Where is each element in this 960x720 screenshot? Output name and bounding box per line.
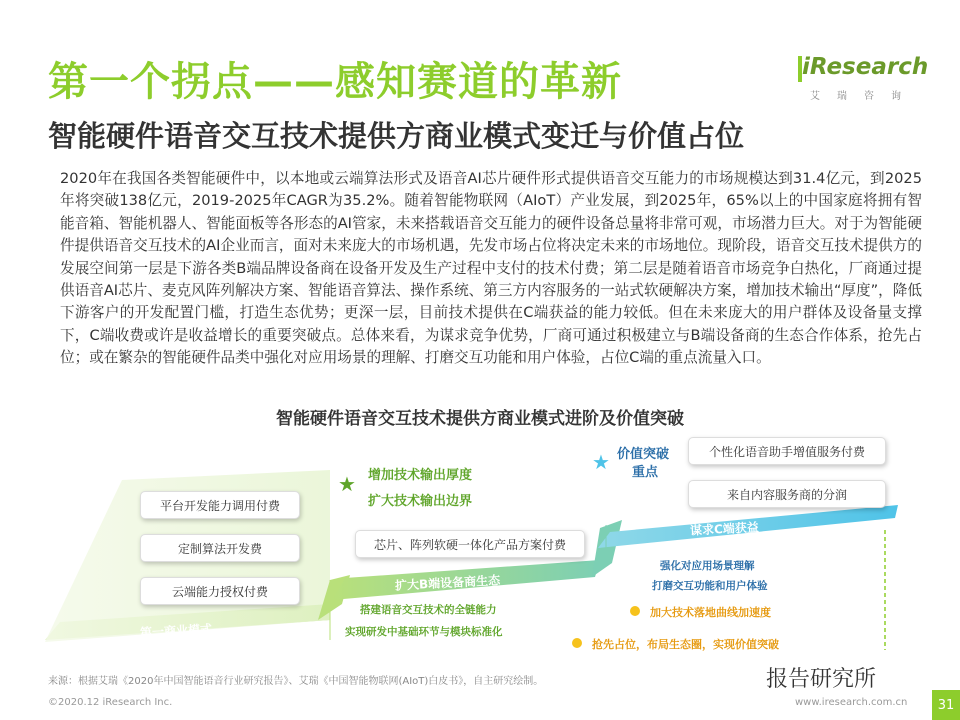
step3-highlight-1: 价值突破 <box>617 447 670 462</box>
step3-box-content-share: 来自内容服务商的分润 <box>688 480 886 508</box>
body-paragraph: 2020年在我国各类智能硬件中，以本地或云端算法形式及语音AI芯片硬件形式提供语音交互能力的市场规模达到31.4亿元，到2025年将突破138亿元，2019-2025年CAGR为35.2%。随着智能物联网（AIoT）产业发展，到2025年，65%以上的中国家庭将拥有智能音箱、智能机器人、智能面板等各形态的AI管家，未来搭载语音交互能力的硬件设备总量将非常可观，市场潜力巨大。对于为智能硬件提供语音交互技术的AI企业而言，面对未来庞大的市场机遇，先发市场占位将决定未来的市场地位。现阶段，语音交互技术提供方的发展空间第一层是下游各类B端品牌设备商在设备开发及生产过程中支付的技术付费；第二层是随着语音市场竞争白热化，厂商通过提供语音AI芯片、麦克风阵列解决方案、智能语音算法、操作系统、第三方内容服务的一站式软硬解决方案，增加技术输出“厚度”，降低下游客户的开发配置门槛，打造生态优势；更深一层，目前技术提供在C端获益的能力较低。但在未来庞大的用户群体及设备量支撑下，C端收费或许是收益增长的重要突破点。总体来看，为谋求竞争优势，厂商可通过积极建立与B端设备商的生态合作体系，抢先占位；或在繁杂的智能硬件品类中强化对应用场景的理解、打磨交互功能和用户体验，占位C端的重点流量入口。 <box>60 170 922 367</box>
bullet-dot <box>572 638 582 648</box>
source-note: 来源：根据艾瑞《2020年中国智能语音行业研究报告》、艾瑞《中国智能物联网(AIoT)白皮书》，自主研究绘制。 <box>48 676 544 687</box>
page-title: 第一个拐点——感知赛道的革新 <box>48 59 622 105</box>
copyright: ©2020.12 iResearch Inc. <box>48 697 173 708</box>
step3-note-2: 打磨交互功能和用户体验 <box>652 580 768 592</box>
star-icon: ★ <box>338 472 356 496</box>
step2-highlight-2: 扩大技术输出边界 <box>368 494 473 509</box>
step1-box-platform: 平台开发能力调用付费 <box>140 491 300 519</box>
bullet-dot <box>630 606 640 616</box>
value-point-2: 抢先占位，布局生态圈，实现价值突破 <box>592 638 779 651</box>
step3-highlight-2: 重点 <box>632 465 659 480</box>
diagram-title: 智能硬件语音交互技术提供方商业模式进阶及价值突破 <box>276 409 684 429</box>
step3-label: 谋求C端获益 <box>689 520 760 538</box>
step1-box-cloud-license: 云端能力授权付费 <box>140 577 300 605</box>
step2-label: 扩大B端设备商生态 <box>394 573 501 593</box>
value-point-1: 加大技术落地曲线加速度 <box>650 606 771 619</box>
star-icon: ★ <box>592 450 610 474</box>
page-subtitle: 智能硬件语音交互技术提供方商业模式变迁与价值占位 <box>48 119 745 153</box>
watermark-text: 报告研究所 <box>766 667 877 692</box>
page-number: 31 <box>932 690 960 720</box>
step2-highlight-1: 增加技术输出厚度 <box>368 468 473 483</box>
step2-note-1: 搭建语音交互技术的全链能力 <box>360 604 497 616</box>
step3-note-1: 强化对应用场景理解 <box>660 560 755 572</box>
step2-box-chip-solution: 芯片、阵列软硬一体化产品方案付费 <box>355 530 585 558</box>
step2-riser <box>592 520 622 577</box>
step1-label: 第一商业模式 <box>139 622 213 640</box>
logo-chinese: 艾瑞咨询 <box>810 91 918 102</box>
website: www.iresearch.com.cn <box>795 697 908 708</box>
logo-brand: iResearch <box>802 54 929 80</box>
step2-note-2: 实现研发中基础环节与模块标准化 <box>345 626 503 638</box>
step3-box-assistant: 个性化语音助手增值服务付费 <box>688 437 886 465</box>
step1-box-custom-algorithm: 定制算法开发费 <box>140 534 300 562</box>
